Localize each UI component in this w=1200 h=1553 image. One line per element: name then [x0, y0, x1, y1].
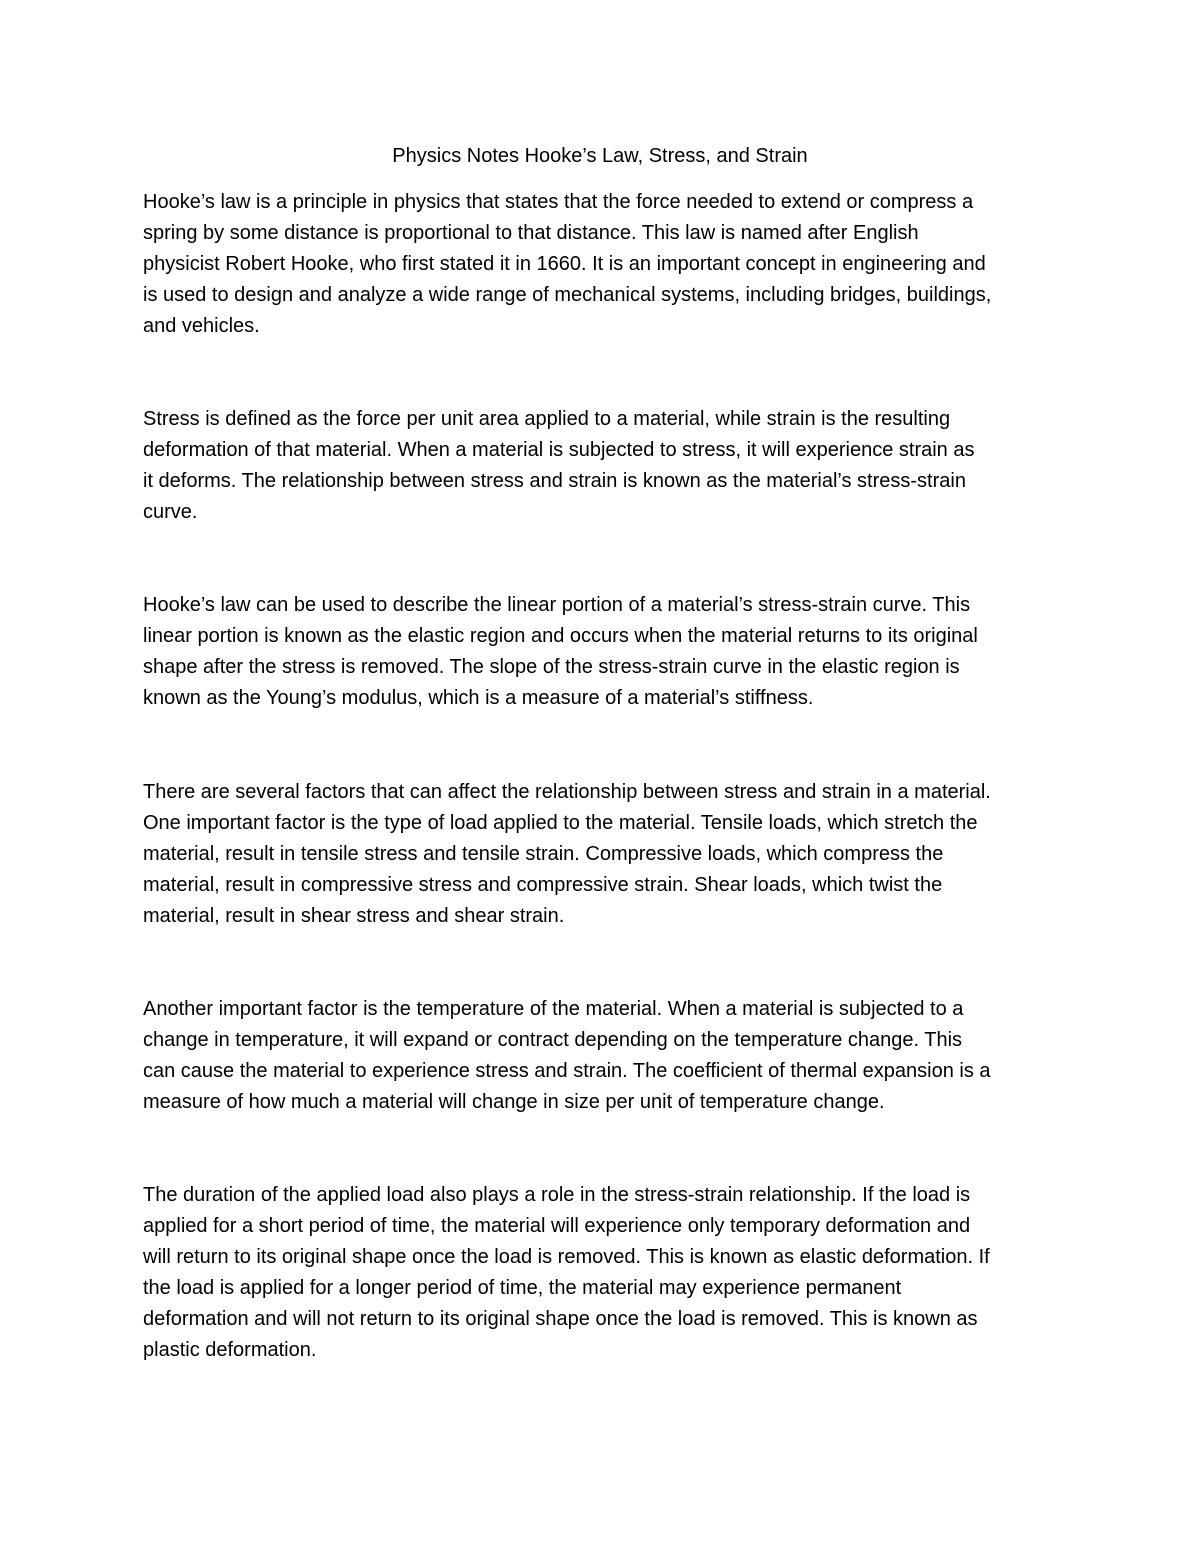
paragraph-line: linear portion is known as the elastic region and occurs when the material returns to its original [143, 625, 978, 647]
paragraph-line: deformation of that material. When a material is subjected to stress, it will experience strain as [143, 439, 975, 461]
document-title: Physics Notes Hooke’s Law, Stress, and Strain [392, 145, 808, 167]
paragraph-line: will return to its original shape once the load is removed. This is known as elastic deformation. If [143, 1246, 990, 1268]
paragraph-load-types [143, 777, 1073, 932]
paragraph-line: the load is applied for a longer period of time, the material may experience permanent [143, 1277, 902, 1299]
paragraph-line: Another important factor is the temperature of the material. When a material is subjected to a [143, 998, 964, 1020]
paragraph-line: The duration of the applied load also plays a role in the stress-strain relationship. If the load is [143, 1184, 971, 1206]
paragraph-stress-strain [143, 404, 1073, 528]
paragraph-line: can cause the material to experience stress and strain. The coefficient of thermal expansion is a [143, 1060, 991, 1082]
paragraph-line: known as the Young’s modulus, which is a measure of a material’s stiffness. [143, 687, 814, 709]
paragraph-line: and vehicles. [143, 315, 260, 337]
paragraph-line: measure of how much a material will change in size per unit of temperature change. [143, 1091, 885, 1113]
paragraph-line: There are several factors that can affect the relationship between stress and strain in a material. [143, 781, 991, 803]
paragraph-line: material, result in tensile stress and tensile strain. Compressive loads, which compress the [143, 843, 944, 865]
paragraph-line: change in temperature, it will expand or contract depending on the temperature change. This [143, 1029, 963, 1051]
paragraph-line: shape after the stress is removed. The slope of the stress-strain curve in the elastic region is [143, 656, 960, 678]
paragraph-line: Hooke’s law is a principle in physics that states that the force needed to extend or compress a [143, 191, 974, 213]
paragraph-load-duration [143, 1180, 1073, 1366]
paragraph-line: plastic deformation. [143, 1339, 317, 1361]
paragraph-line: physicist Robert Hooke, who first stated it in 1660. It is an important concept in engineering and [143, 253, 986, 275]
paragraph-line: curve. [143, 501, 198, 523]
paragraph-hookes-law [143, 187, 1073, 342]
paragraph-line: is used to design and analyze a wide range of mechanical systems, including bridges, buildings, [143, 284, 992, 306]
paragraph-line: deformation and will not return to its original shape once the load is removed. This is known as [143, 1308, 978, 1330]
paragraph-line: it deforms. The relationship between stress and strain is known as the material’s stress-strain [143, 470, 966, 492]
paragraph-line: Stress is defined as the force per unit area applied to a material, while strain is the resulting [143, 408, 951, 430]
paragraph-line: applied for a short period of time, the material will experience only temporary deformation and [143, 1215, 971, 1237]
paragraph-line: material, result in compressive stress and compressive strain. Shear loads, which twist the [143, 874, 943, 896]
paragraph-line: material, result in shear stress and shear strain. [143, 905, 565, 927]
paragraph-line: One important factor is the type of load applied to the material. Tensile loads, which stretch the [143, 812, 978, 834]
paragraph-line: Hooke’s law can be used to describe the linear portion of a material’s stress-strain curve. This [143, 594, 971, 616]
paragraph-elastic-region [143, 590, 1073, 714]
paragraph-temperature [143, 994, 1073, 1118]
paragraph-line: spring by some distance is proportional to that distance. This law is named after English [143, 222, 919, 244]
